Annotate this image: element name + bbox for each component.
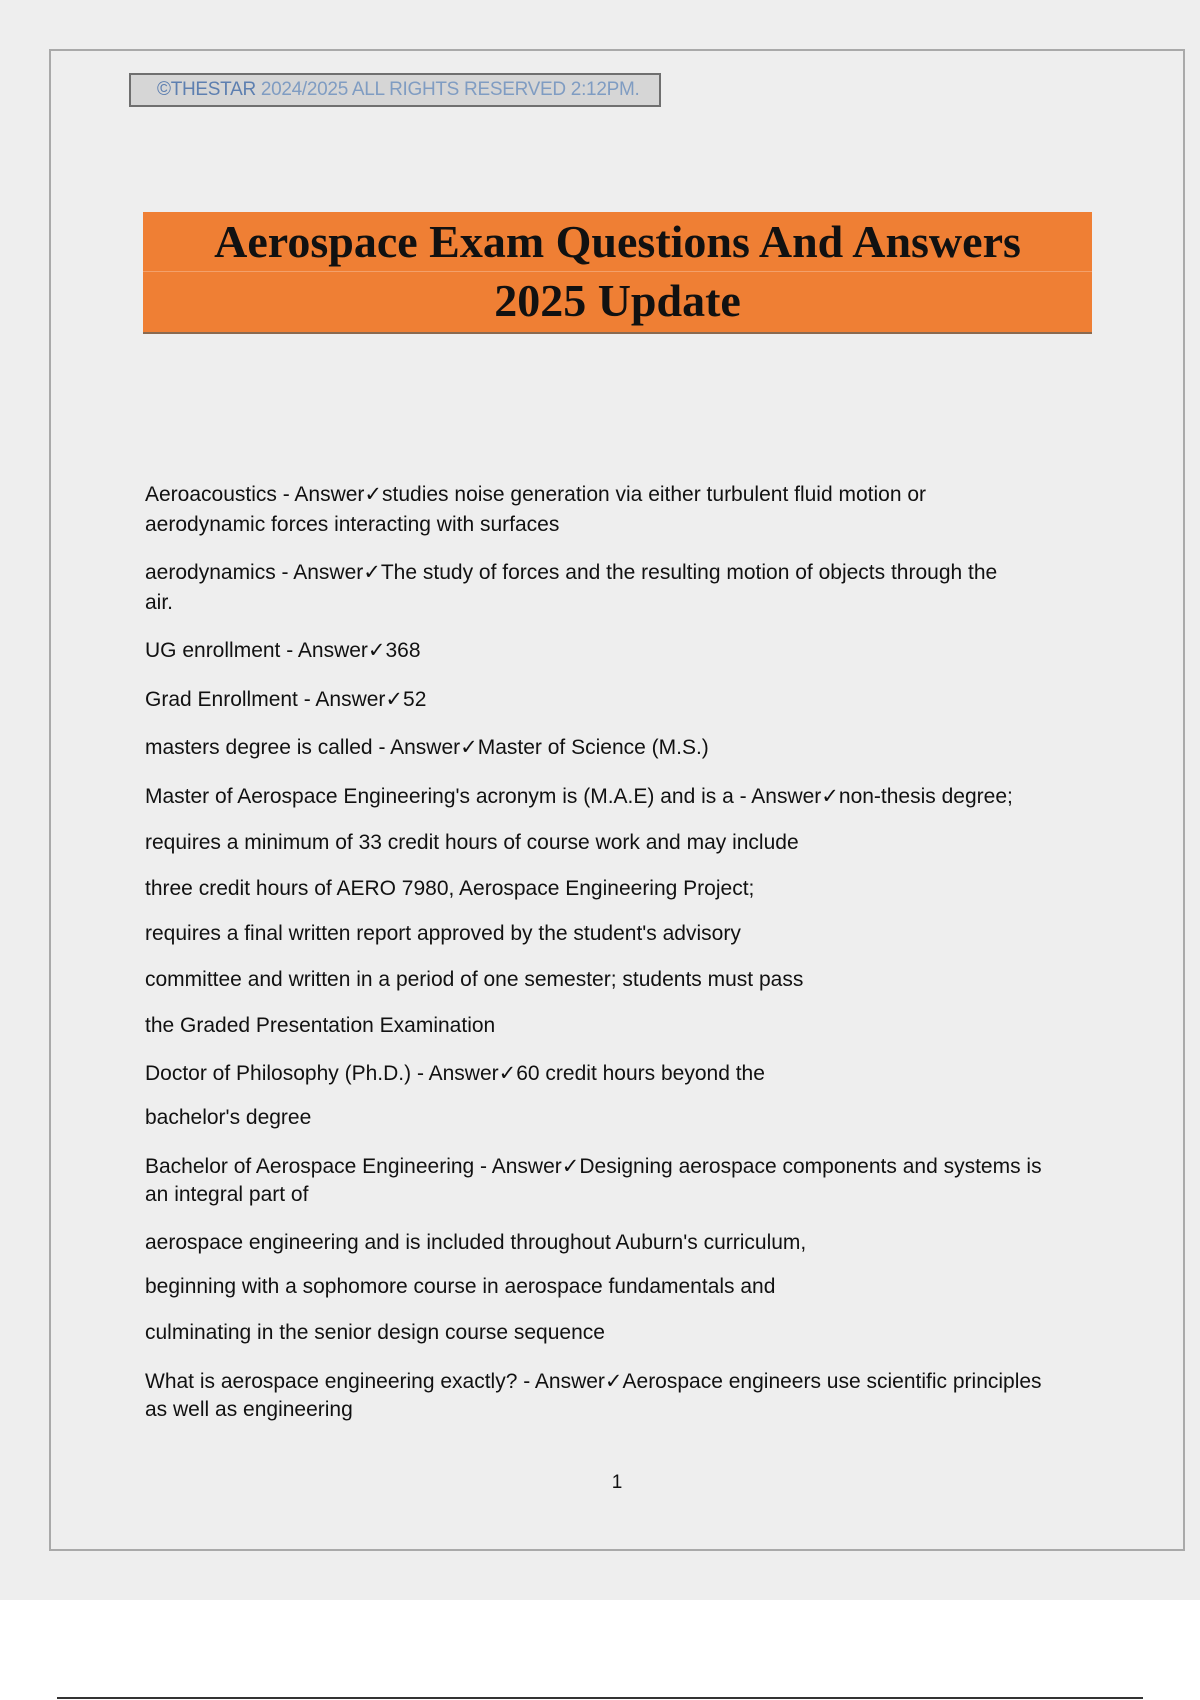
qa-line: air. [145, 591, 174, 614]
qa-line: Bachelor of Aerospace Engineering - Answer✓Designing aerospace components and systems is [145, 1155, 1042, 1178]
copyright-owner: ©THESTAR [157, 79, 256, 100]
qa-line: Doctor of Philosophy (Ph.D.) - Answer✓60 credit hours beyond the [145, 1062, 765, 1085]
bottom-divider [57, 1697, 1143, 1699]
qa-line: masters degree is called - Answer✓Master of Science (M.S.) [145, 736, 709, 759]
qa-line: aerospace engineering and is included throughout Auburn's curriculum, [145, 1231, 807, 1254]
qa-line: What is aerospace engineering exactly? - Answer✓Aerospace engineers use scientific principles [145, 1370, 1042, 1393]
page-title-line-1: Aerospace Exam Questions And Answers [214, 216, 1021, 267]
qa-line: Aeroacoustics - Answer✓studies noise generation via either turbulent fluid motion or [145, 483, 927, 506]
qa-line: culminating in the senior design course sequence [145, 1321, 605, 1344]
qa-line: bachelor's degree [145, 1106, 312, 1129]
qa-line: an integral part of [145, 1183, 309, 1206]
qa-line: aerodynamics - Answer✓The study of forces and the resulting motion of objects through the [145, 561, 998, 584]
title-divider [143, 271, 1092, 272]
qa-line: as well as engineering [145, 1398, 353, 1421]
qa-line: Master of Aerospace Engineering's acronym is (M.A.E) and is a - Answer✓non-thesis degree; [145, 785, 1013, 808]
title-banner [143, 212, 1092, 334]
page-title-line-2: 2025 Update [494, 275, 741, 326]
qa-line: the Graded Presentation Examination [145, 1014, 496, 1037]
qa-line: requires a final written report approved by the student's advisory [145, 922, 741, 945]
qa-line: requires a minimum of 33 credit hours of course work and may include [145, 831, 799, 854]
copyright-notice [129, 73, 661, 107]
qa-line: UG enrollment - Answer✓368 [145, 639, 421, 662]
qa-line: three credit hours of AERO 7980, Aerospace Engineering Project; [145, 877, 755, 900]
qa-line: beginning with a sophomore course in aerospace fundamentals and [145, 1275, 776, 1298]
qa-line: aerodynamic forces interacting with surfaces [145, 513, 560, 536]
qa-line: Grad Enrollment - Answer✓52 [145, 688, 427, 711]
qa-line: committee and written in a period of one semester; students must pass [145, 968, 804, 991]
copyright-text: 2024/2025 ALL RIGHTS RESERVED 2:12PM. [255, 79, 640, 100]
page-number: 1 [611, 1472, 623, 1493]
